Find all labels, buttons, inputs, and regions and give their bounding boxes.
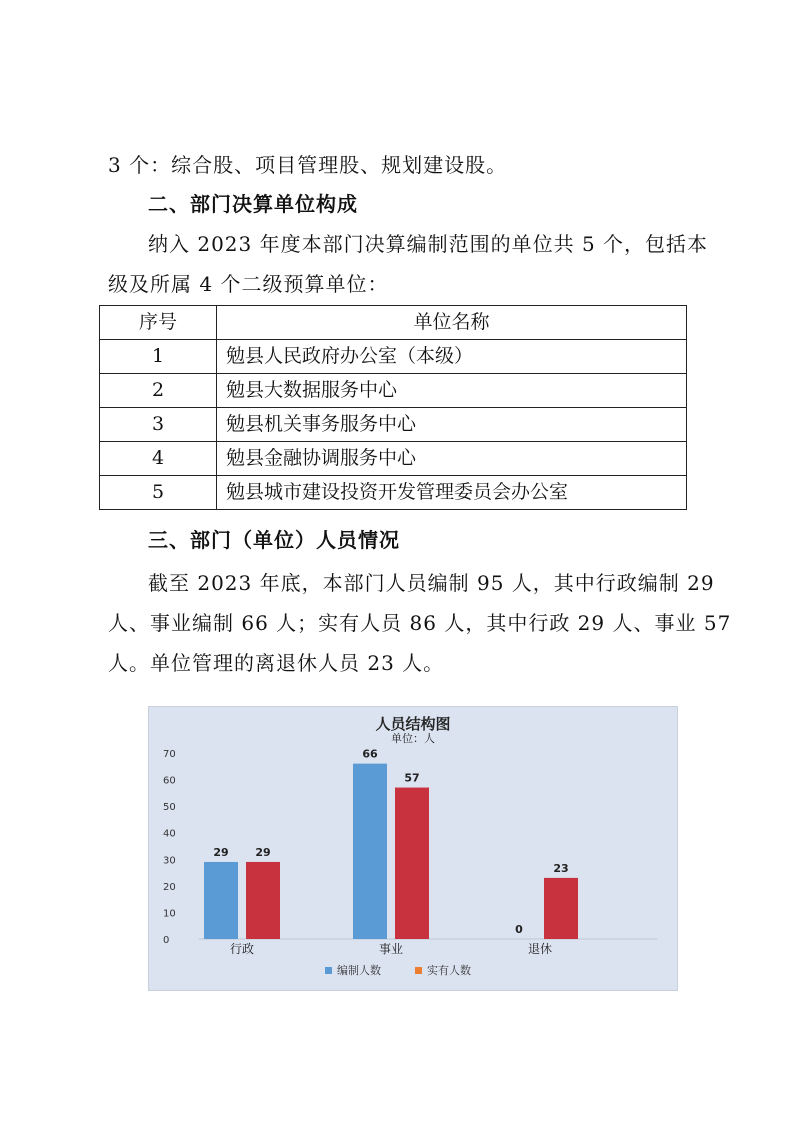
chart-subtitle: 单位：人 — [391, 732, 435, 745]
staff-paragraph-line1: 截至 2023 年底，本部门人员编制 95 人，其中行政编制 29 — [148, 571, 715, 595]
bar-actual — [246, 862, 280, 939]
data-label: 29 — [255, 845, 271, 859]
data-label: 29 — [213, 845, 229, 859]
row-unit-name: 勉县机关事务服务中心 — [217, 408, 687, 442]
row-unit-name: 勉县金融协调服务中心 — [217, 442, 687, 476]
table-row — [100, 442, 687, 476]
data-label: 66 — [362, 747, 378, 761]
bar-actual — [544, 878, 578, 939]
row-index: 2 — [100, 374, 217, 408]
x-tick-label: 行政 — [229, 942, 255, 956]
section-heading-units: 二、部门决算单位构成 — [148, 192, 358, 216]
staff-paragraph-line3: 人。单位管理的离退休人员 23 人。 — [108, 651, 445, 675]
y-tick-label: 60 — [163, 775, 176, 787]
y-tick-label: 70 — [163, 749, 176, 760]
legend-swatch — [415, 967, 422, 974]
legend-swatch — [325, 967, 332, 974]
staff-structure-chart — [148, 706, 678, 991]
row-unit-name: 勉县大数据服务中心 — [217, 374, 687, 408]
header-unit-name: 单位名称 — [217, 306, 687, 340]
table-row — [100, 408, 687, 442]
chart-title: 人员结构图 — [375, 715, 451, 733]
y-tick-label: 30 — [163, 855, 176, 867]
legend-label: 实有人数 — [427, 964, 471, 977]
row-index: 1 — [100, 340, 217, 374]
units-paragraph-line2: 级及所属 4 个二级预算单位： — [108, 272, 389, 296]
row-index: 4 — [100, 442, 217, 476]
row-unit-name: 勉县人民政府办公室（本级） — [217, 340, 687, 374]
units-paragraph-line1: 纳入 2023 年度本部门决算编制范围的单位共 5 个，包括本 — [148, 232, 709, 256]
data-label: 23 — [553, 861, 569, 875]
data-label: 0 — [515, 923, 523, 936]
bar-authorized — [353, 764, 387, 939]
x-tick-label: 退休 — [527, 942, 553, 956]
header-index: 序号 — [100, 306, 217, 340]
row-unit-name: 勉县城市建设投资开发管理委员会办公室 — [217, 476, 687, 510]
table-header-row — [100, 306, 687, 340]
units-table — [99, 305, 687, 510]
bar-actual — [395, 788, 429, 939]
legend-label: 编制人数 — [337, 964, 381, 977]
y-tick-label: 40 — [163, 828, 176, 840]
table-row — [100, 476, 687, 510]
row-index: 3 — [100, 408, 217, 442]
y-tick-label: 10 — [163, 908, 176, 920]
row-index: 5 — [100, 476, 217, 510]
data-label: 57 — [404, 771, 420, 785]
section-heading-staff: 三、部门（单位）人员情况 — [148, 528, 400, 552]
y-tick-label: 50 — [163, 802, 176, 814]
intro-paragraph-end: 3 个：综合股、项目管理股、规划建设股。 — [108, 153, 508, 177]
staff-paragraph-line2: 人、事业编制 66 人；实有人员 86 人，其中行政 29 人、事业 57 — [108, 611, 732, 635]
y-tick-label: 0 — [163, 935, 170, 946]
x-tick-label: 事业 — [378, 942, 404, 956]
y-tick-label: 20 — [163, 881, 176, 893]
chart-canvas — [149, 707, 677, 990]
bar-authorized — [204, 862, 238, 939]
table-row — [100, 340, 687, 374]
table-row — [100, 374, 687, 408]
